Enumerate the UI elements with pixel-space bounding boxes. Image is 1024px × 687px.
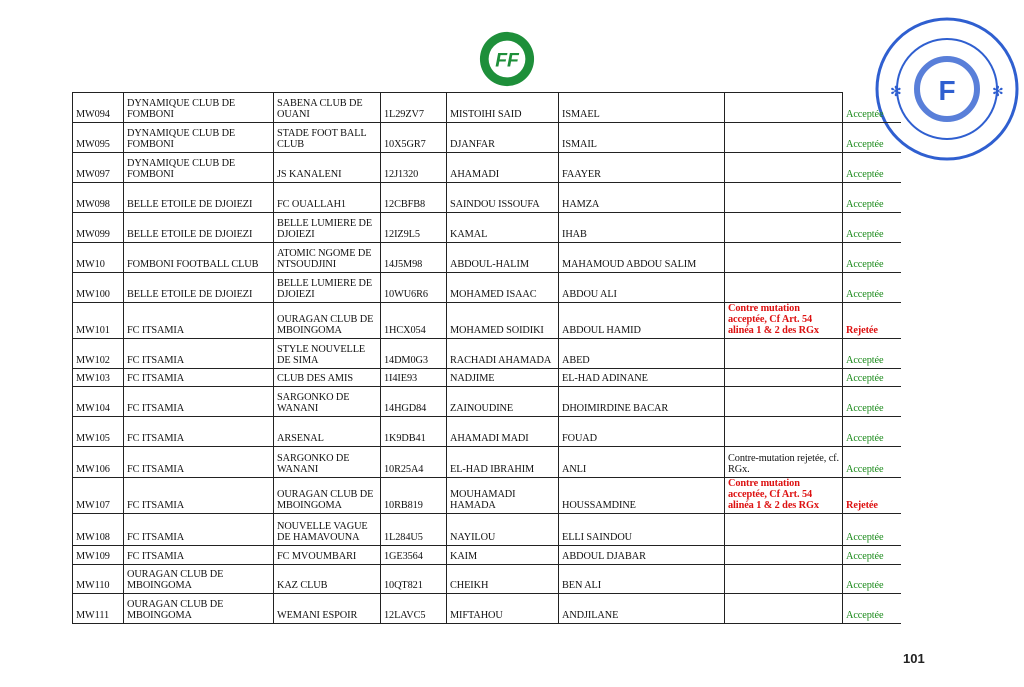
club-from: FC ITSAMIA — [124, 369, 274, 387]
decision-note — [725, 93, 843, 123]
club-from: DYNAMIQUE CLUB DE FOMBONI — [124, 153, 274, 183]
mutation-table — [72, 92, 901, 624]
player-firstname: IHAB — [559, 213, 725, 243]
decision-note — [725, 417, 843, 447]
table-row — [73, 339, 901, 369]
table-row — [73, 213, 901, 243]
club-from: BELLE ETOILE DE DJOIEZI — [124, 213, 274, 243]
decision-note: Contre mutation acceptée, Cf Art. 54 alinéa 1 & 2 des RGx — [725, 303, 843, 339]
decision-note — [725, 565, 843, 594]
club-to: FC MVOUMBARI — [274, 546, 381, 565]
club-to: ARSENAL — [274, 417, 381, 447]
table-row — [73, 243, 901, 273]
club-from: BELLE ETOILE DE DJOIEZI — [124, 183, 274, 213]
table-row — [73, 387, 901, 417]
player-name: ABDOUL-HALIM — [447, 243, 559, 273]
player-firstname: ANDJILANE — [559, 594, 725, 624]
mutation-id: MW102 — [73, 339, 124, 369]
player-name: SAINDOU ISSOUFA — [447, 183, 559, 213]
mutation-id: MW107 — [73, 478, 124, 514]
mutation-id: MW10 — [73, 243, 124, 273]
club-from: DYNAMIQUE CLUB DE FOMBONI — [124, 123, 274, 153]
decision-note: Contre-mutation rejetée, cf. RGx. — [725, 447, 843, 478]
mutation-id: MW094 — [73, 93, 124, 123]
decision-status: Rejetée — [843, 303, 901, 339]
decision-status: Acceptée — [843, 387, 901, 417]
licence-number: 1GE3564 — [381, 546, 447, 565]
decision-note — [725, 273, 843, 303]
club-from: OURAGAN CLUB DE MBOINGOMA — [124, 565, 274, 594]
club-to: SABENA CLUB DE OUANI — [274, 93, 381, 123]
mutation-id: MW111 — [73, 594, 124, 624]
decision-note — [725, 339, 843, 369]
licence-number: 14J5M98 — [381, 243, 447, 273]
licence-number: 12IZ9L5 — [381, 213, 447, 243]
player-firstname: FAAYER — [559, 153, 725, 183]
player-firstname: ISMAEL — [559, 93, 725, 123]
mutation-id: MW099 — [73, 213, 124, 243]
table-row — [73, 478, 901, 514]
player-firstname: ABDOUL HAMID — [559, 303, 725, 339]
decision-note — [725, 243, 843, 273]
licence-number: 1I4IE93 — [381, 369, 447, 387]
decision-note — [725, 183, 843, 213]
player-firstname: ABDOUL DJABAR — [559, 546, 725, 565]
licence-number: 10R25A4 — [381, 447, 447, 478]
club-from: OURAGAN CLUB DE MBOINGOMA — [124, 594, 274, 624]
mutation-id: MW103 — [73, 369, 124, 387]
decision-note — [725, 546, 843, 565]
club-to: OURAGAN CLUB DE MBOINGOMA — [274, 478, 381, 514]
player-firstname: EL-HAD ADINANE — [559, 369, 725, 387]
page-number: 101 — [903, 651, 925, 666]
decision-note: Contre mutation acceptée, Cf Art. 54 alinéa 1 & 2 des RGx — [725, 478, 843, 514]
decision-status: Acceptée — [843, 447, 901, 478]
club-to: STADE FOOT BALL CLUB — [274, 123, 381, 153]
licence-number: 10RB819 — [381, 478, 447, 514]
club-from: FC ITSAMIA — [124, 478, 274, 514]
table-row — [73, 303, 901, 339]
licence-number: 1K9DB41 — [381, 417, 447, 447]
svg-text:F: F — [938, 75, 956, 106]
mutation-id: MW097 — [73, 153, 124, 183]
table-row — [73, 183, 901, 213]
player-firstname: ISMAIL — [559, 123, 725, 153]
mutation-id: MW095 — [73, 123, 124, 153]
svg-text:FF: FF — [495, 50, 519, 72]
licence-number: 12CBFB8 — [381, 183, 447, 213]
player-name: KAMAL — [447, 213, 559, 243]
decision-status: Acceptée — [843, 213, 901, 243]
club-from: BELLE ETOILE DE DJOIEZI — [124, 273, 274, 303]
player-name: KAIM — [447, 546, 559, 565]
player-firstname: DHOIMIRDINE BACAR — [559, 387, 725, 417]
decision-status: Acceptée — [843, 546, 901, 565]
decision-status: Acceptée — [843, 514, 901, 546]
decision-status: Acceptée — [843, 273, 901, 303]
club-to: JS KANALENI — [274, 153, 381, 183]
table-row — [73, 123, 901, 153]
player-name: MOHAMED ISAAC — [447, 273, 559, 303]
table-row — [73, 93, 901, 123]
player-name: EL-HAD IBRAHIM — [447, 447, 559, 478]
table-row — [73, 369, 901, 387]
player-firstname: HAMZA — [559, 183, 725, 213]
decision-status: Acceptée — [843, 183, 901, 213]
player-firstname: BEN ALI — [559, 565, 725, 594]
player-name: CHEIKH — [447, 565, 559, 594]
decision-note — [725, 213, 843, 243]
club-to: KAZ CLUB — [274, 565, 381, 594]
player-name: RACHADI AHAMADA — [447, 339, 559, 369]
decision-status: Acceptée — [843, 243, 901, 273]
player-firstname: FOUAD — [559, 417, 725, 447]
decision-note — [725, 369, 843, 387]
mutation-id: MW106 — [73, 447, 124, 478]
table-row — [73, 417, 901, 447]
table-row — [73, 273, 901, 303]
club-from: FC ITSAMIA — [124, 387, 274, 417]
mutation-id: MW105 — [73, 417, 124, 447]
decision-note — [725, 123, 843, 153]
decision-status: Acceptée — [843, 565, 901, 594]
mutation-id: MW108 — [73, 514, 124, 546]
licence-number: 14HGD84 — [381, 387, 447, 417]
player-name: AHAMADI — [447, 153, 559, 183]
mutation-id: MW100 — [73, 273, 124, 303]
decision-status: Acceptée — [843, 123, 901, 153]
table-row — [73, 565, 901, 594]
player-name: DJANFAR — [447, 123, 559, 153]
licence-number: 10X5GR7 — [381, 123, 447, 153]
licence-number: 12J1320 — [381, 153, 447, 183]
player-name: NADJIME — [447, 369, 559, 387]
club-to: SARGONKO DE WANANI — [274, 447, 381, 478]
mutation-id: MW098 — [73, 183, 124, 213]
player-name: MIFTAHOU — [447, 594, 559, 624]
player-firstname: ANLI — [559, 447, 725, 478]
licence-number: 12LAVC5 — [381, 594, 447, 624]
decision-status: Acceptée — [843, 339, 901, 369]
mutation-id: MW101 — [73, 303, 124, 339]
club-to: SARGONKO DE WANANI — [274, 387, 381, 417]
mutation-id: MW109 — [73, 546, 124, 565]
decision-status: Acceptée — [843, 369, 901, 387]
licence-number: 1L29ZV7 — [381, 93, 447, 123]
player-name: MOHAMED SOIDIKI — [447, 303, 559, 339]
decision-status: Acceptée — [843, 417, 901, 447]
club-from: FC ITSAMIA — [124, 546, 274, 565]
svg-text:✻: ✻ — [890, 85, 902, 100]
club-from: FC ITSAMIA — [124, 303, 274, 339]
decision-note — [725, 153, 843, 183]
club-from: DYNAMIQUE CLUB DE FOMBONI — [124, 93, 274, 123]
club-to: STYLE NOUVELLE DE SIMA — [274, 339, 381, 369]
club-from: FC ITSAMIA — [124, 514, 274, 546]
player-name: MOUHAMADI HAMADA — [447, 478, 559, 514]
player-firstname: ABDOU ALI — [559, 273, 725, 303]
club-to: CLUB DES AMIS — [274, 369, 381, 387]
decision-note — [725, 594, 843, 624]
federation-logo — [478, 30, 536, 88]
club-from: FC ITSAMIA — [124, 417, 274, 447]
player-firstname: MAHAMOUD ABDOU SALIM — [559, 243, 725, 273]
player-name: AHAMADI MADI — [447, 417, 559, 447]
table-row — [73, 153, 901, 183]
player-name: MISTOIHI SAID — [447, 93, 559, 123]
club-from: FC ITSAMIA — [124, 447, 274, 478]
club-from: FOMBONI FOOTBALL CLUB — [124, 243, 274, 273]
licence-number: 14DM0G3 — [381, 339, 447, 369]
licence-number: 1HCX054 — [381, 303, 447, 339]
player-firstname: ELLI SAINDOU — [559, 514, 725, 546]
decision-note — [725, 514, 843, 546]
club-from: FC ITSAMIA — [124, 339, 274, 369]
player-name: NAYILOU — [447, 514, 559, 546]
licence-number: 10WU6R6 — [381, 273, 447, 303]
player-firstname: HOUSSAMDINE — [559, 478, 725, 514]
table-row — [73, 447, 901, 478]
mutation-id: MW104 — [73, 387, 124, 417]
club-to: NOUVELLE VAGUE DE HAMAVOUNA — [274, 514, 381, 546]
table-row — [73, 594, 901, 624]
decision-status: Acceptée — [843, 93, 901, 123]
club-to: FC OUALLAH1 — [274, 183, 381, 213]
club-to: BELLE LUMIERE DE DJOIEZI — [274, 273, 381, 303]
decision-note — [725, 387, 843, 417]
licence-number: 10QT821 — [381, 565, 447, 594]
table-row — [73, 514, 901, 546]
table-row — [73, 546, 901, 565]
club-to: WEMANI ESPOIR — [274, 594, 381, 624]
club-to: ATOMIC NGOME DE NTSOUDJINI — [274, 243, 381, 273]
decision-status: Acceptée — [843, 153, 901, 183]
player-name: ZAINOUDINE — [447, 387, 559, 417]
club-to: OURAGAN CLUB DE MBOINGOMA — [274, 303, 381, 339]
decision-status: Rejetée — [843, 478, 901, 514]
mutation-id: MW110 — [73, 565, 124, 594]
decision-status: Acceptée — [843, 594, 901, 624]
player-firstname: ABED — [559, 339, 725, 369]
club-to: BELLE LUMIERE DE DJOIEZI — [274, 213, 381, 243]
licence-number: 1L284U5 — [381, 514, 447, 546]
svg-text:✻: ✻ — [992, 85, 1004, 100]
